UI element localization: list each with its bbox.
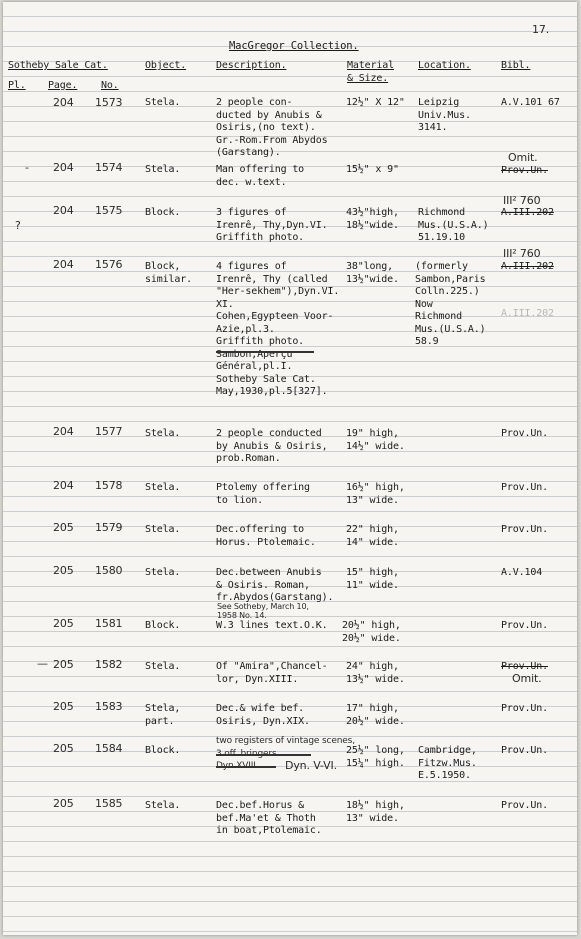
strike-griffith-photo [216,351,314,353]
row-size: 43½"high, 18½"wide. [346,207,399,231]
row-size: 15" high, 11" wide. [346,567,399,591]
header-no: No. [101,80,119,91]
row-number: 1574 [95,161,123,174]
row-object: Stela. [145,428,181,439]
row-page: 204 [53,258,74,271]
row-object: Stela. [145,97,181,108]
row-bibl-note: III² 760 [503,247,541,260]
row-description: 2 people con- ducted by Anubis & Osiris,(no text). Gr.-Rom.From Abydos (Garstang). [216,97,328,158]
row-bibl: Prov.Un. [501,524,548,535]
row-bibl: Prov.Un. [501,745,548,756]
header-page: Page. [48,80,78,91]
row-description: Man offering to dec. w.text. [216,164,305,188]
margin-dash: - [25,161,29,174]
row-bibl: Prov.Un. [501,620,548,631]
row-page: 205 [53,700,74,713]
row-number: 1577 [95,425,123,438]
header-location: Location. [418,60,471,71]
row-location: Richmond Mus.(U.S.A.) 51.19.10 [418,207,489,243]
row-description: 4 figures of Irenrê, Thy (called "Her-sekhem"),Dyn.VI. XI. Cohen,Egypteen Voor- Azie,pl.3. Griffith photo. Sambon,Aperçu Général,pl.I. Sotheby Sale Cat. May,1930,pl.5[327]. [216,261,340,397]
document-page [3,2,577,935]
row-bibl: A.III.202 [501,207,554,218]
row-location: Cambridge, Fitzw.Mus. E.5.1950. [418,745,477,781]
row-description: Dec.between Anubis & Osiris. Roman, fr.Abydos(Garstang). [216,567,334,603]
row-object: Stela. [145,164,181,175]
row-object: Block. [145,207,181,218]
header-description: Description. [216,60,287,71]
row-object: Stela. [145,800,181,811]
header-bibl: Bibl. [501,60,531,71]
row-size: 25½" long, 15¼" high. [346,745,405,769]
header-sotheby: Sotheby Sale Cat. [8,60,108,71]
row-size: 38"long, 13½"wide. [346,261,399,285]
row-bibl: Prov.Un. [501,800,548,811]
header-object: Object. [145,60,187,71]
row-location: Leipzig Univ.Mus. 3141. [418,97,471,133]
row-description: Ptolemy offering to lion. [216,482,310,506]
row-size: 12½" X 12" [346,97,405,108]
header-material-size: Material & Size. [347,60,394,84]
row-size: 15½" x 9" [346,164,399,175]
row-page: 204 [53,161,74,174]
row-page: 205 [53,742,74,755]
row-description: 2 people conducted by Anubis & Osiris, prob.Roman. [216,428,328,464]
row-page: 204 [53,96,74,109]
row-bibl-note: III² 760 [503,194,541,207]
row-page: 205 [53,564,74,577]
header-pl: Pl. [8,80,26,91]
row-bibl-note: Omit. [508,151,538,164]
row-number: 1575 [95,204,123,217]
row-description: W.3 lines text.O.K. [216,620,328,631]
row-bibl: A.V.104 [501,567,543,578]
row-bibl: Prov.Un. [501,428,548,439]
row-description-note: See Sotheby, March 10, 1958 No. 14. [217,602,309,620]
page-title: MacGregor Collection. [229,40,359,52]
row-object: Stela, part. [145,703,181,727]
row-bibl: A.V.101 67 [501,97,560,108]
row-bibl: Prov.Un. [501,661,548,672]
row-bibl: Prov.Un. [501,703,548,714]
row-page: 204 [53,425,74,438]
row-object: Stela. [145,524,181,535]
page-number: 17. [532,23,550,36]
row-size: 20½" high, 20½" wide. [342,620,401,644]
row-number: 1573 [95,96,123,109]
row-number: 1579 [95,521,123,534]
row-object: Block. [145,620,181,631]
row-object: Block, similar. [145,261,192,285]
strike-dyn-xviii [216,766,276,768]
row-bibl: Prov.Un. [501,482,548,493]
row-description: Of "Amira",Chancel- lor, Dyn.XIII. [216,661,328,685]
margin-question-mark: ? [15,219,21,232]
row-page: 204 [53,479,74,492]
row-number: 1585 [95,797,123,810]
row-description: two registers of vintage scenes, 3 off. bringers. Dyn.XVIII. [216,736,355,771]
row-number: 1580 [95,564,123,577]
row-object: Block. [145,745,181,756]
row-description: Dec.bef.Horus & bef.Ma'et & Thoth in boat,Ptolemaic. [216,800,322,836]
row-page: 205 [53,521,74,534]
row-bibl: Prov.Un. [501,165,548,176]
row-size: 18½" high, 13" wide. [346,800,405,824]
row-page: 205 [53,658,74,671]
row-location: (formerly Sambon,Paris Colln.225.) Now Richmond Mus.(U.S.A.) 58.9 [415,261,486,347]
row-object: Stela. [145,482,181,493]
row-object: Stela. [145,661,181,672]
row-page: 204 [53,204,74,217]
row-number: 1581 [95,617,123,630]
row-bibl-note: Omit. [512,672,542,685]
row-size: 24" high, 13½" wide. [346,661,405,685]
row-bibl: A.III.202 [501,261,554,272]
margin-dash: — [37,657,48,670]
row-page: 205 [53,797,74,810]
strike-bringers [216,754,311,756]
row-size: 17" high, 20½" wide. [346,703,405,727]
row-size: 22" high, 14" wide. [346,524,399,548]
row-object: Stela. [145,567,181,578]
row-description: Dec.& wife bef. Osiris, Dyn.XIX. [216,703,310,727]
row-number: 1584 [95,742,123,755]
row-size: 16½" high, 13" wide. [346,482,405,506]
row-number: 1576 [95,258,123,271]
row-description-note: Dyn. V-VI. [285,759,337,772]
row-bibl-faint: A.III.202 [501,308,554,319]
row-description: 3 figures of Irenrê, Thy,Dyn.VI. Griffith photo. [216,207,328,243]
row-number: 1582 [95,658,123,671]
row-size: 19" high, 14½" wide. [346,428,405,452]
row-number: 1583 [95,700,123,713]
row-page: 205 [53,617,74,630]
row-description: Dec.offering to Horus. Ptolemaic. [216,524,316,548]
row-number: 1578 [95,479,123,492]
